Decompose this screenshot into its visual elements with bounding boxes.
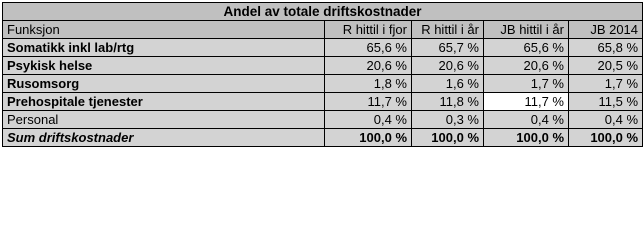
selected-cell[interactable]: 11,7 %	[484, 93, 569, 111]
table-row	[3, 75, 643, 93]
cell-value[interactable]: 11,8 %	[412, 93, 484, 111]
cell-value[interactable]: 65,6 %	[484, 39, 569, 57]
total-value[interactable]: 100,0 %	[412, 129, 484, 147]
cost-share-table	[2, 2, 643, 147]
cell-value[interactable]: 20,6 %	[325, 57, 412, 75]
cell-value[interactable]: 0,4 %	[325, 111, 412, 129]
header-r-hittil-i-ar[interactable]: R hittil i år	[412, 21, 484, 39]
cell-value[interactable]: 1,7 %	[569, 75, 643, 93]
total-label[interactable]: Sum driftskostnader	[3, 129, 325, 147]
cell-value[interactable]: 20,6 %	[412, 57, 484, 75]
cell-value[interactable]: 20,6 %	[484, 57, 569, 75]
cell-value[interactable]: 65,7 %	[412, 39, 484, 57]
cell-value[interactable]: 11,5 %	[569, 93, 643, 111]
total-value[interactable]: 100,0 %	[325, 129, 412, 147]
table-row	[3, 93, 643, 111]
table-row	[3, 111, 643, 129]
row-label[interactable]: Personal	[3, 111, 325, 129]
row-label[interactable]: Somatikk inkl lab/rtg	[3, 39, 325, 57]
header-jb-hittil-i-ar[interactable]: JB hittil i år	[484, 21, 569, 39]
cell-value[interactable]: 0,3 %	[412, 111, 484, 129]
header-row	[3, 21, 643, 39]
cell-value[interactable]: 1,6 %	[412, 75, 484, 93]
total-value[interactable]: 100,0 %	[484, 129, 569, 147]
header-r-hittil-i-fjor[interactable]: R hittil i fjor	[325, 21, 412, 39]
cell-value[interactable]: 1,8 %	[325, 75, 412, 93]
total-row	[3, 129, 643, 147]
cell-value[interactable]: 65,8 %	[569, 39, 643, 57]
table-row	[3, 39, 643, 57]
header-funksjon[interactable]: Funksjon	[3, 21, 325, 39]
cell-value[interactable]: 0,4 %	[569, 111, 643, 129]
row-label[interactable]: Prehospitale tjenester	[3, 93, 325, 111]
header-jb-2014[interactable]: JB 2014	[569, 21, 643, 39]
table-title-row	[3, 3, 643, 21]
row-label[interactable]: Rusomsorg	[3, 75, 325, 93]
cell-value[interactable]: 20,5 %	[569, 57, 643, 75]
cell-value[interactable]: 0,4 %	[484, 111, 569, 129]
table-title[interactable]: Andel av totale driftskostnader	[3, 3, 643, 21]
total-value[interactable]: 100,0 %	[569, 129, 643, 147]
cell-value[interactable]: 11,7 %	[325, 93, 412, 111]
row-label[interactable]: Psykisk helse	[3, 57, 325, 75]
table-row	[3, 57, 643, 75]
cell-value[interactable]: 65,6 %	[325, 39, 412, 57]
cell-value[interactable]: 1,7 %	[484, 75, 569, 93]
